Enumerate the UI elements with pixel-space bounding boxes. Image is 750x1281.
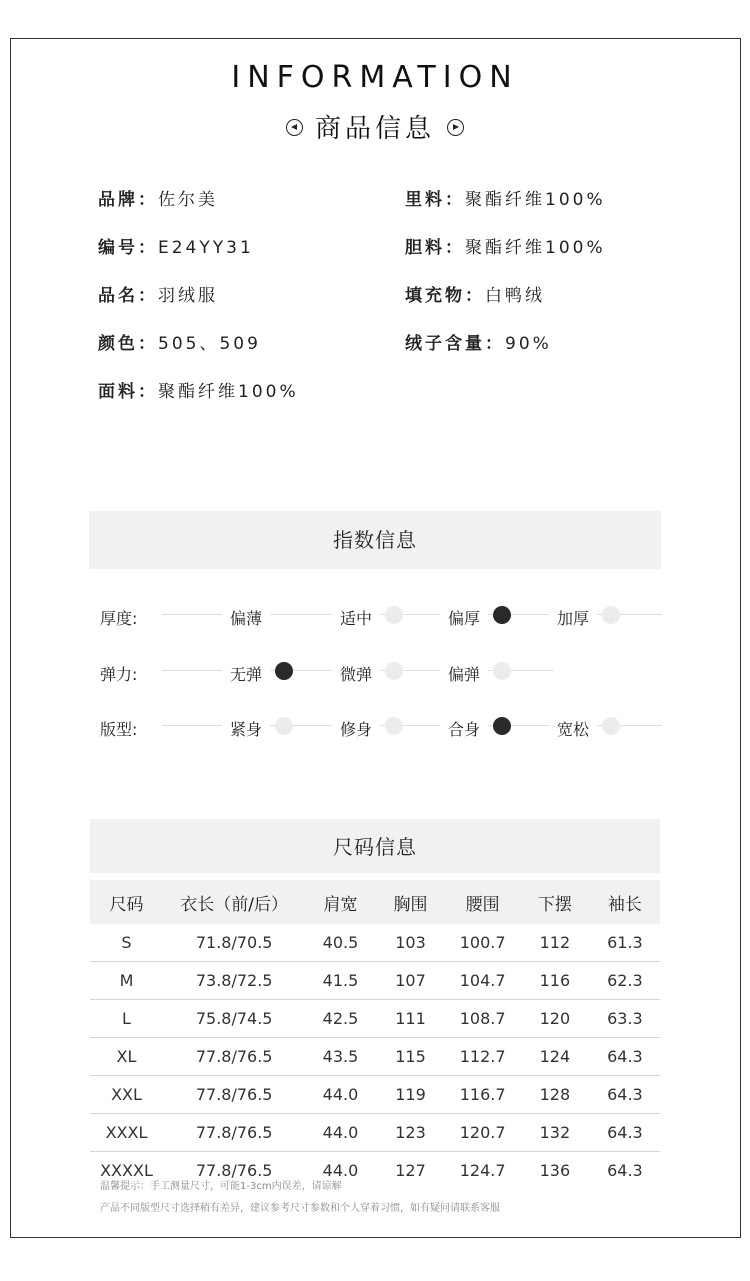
rating-option: 加厚 <box>549 606 597 629</box>
table-cell: 119 <box>376 1076 446 1114</box>
table-cell: 42.5 <box>305 1000 375 1038</box>
table-cell: 111 <box>376 1000 446 1038</box>
table-cell: 61.3 <box>590 924 660 962</box>
table-cell: 132 <box>520 1114 590 1152</box>
table-cell: 116.7 <box>445 1076 519 1114</box>
rating-dot <box>602 717 620 735</box>
table-cell: 73.8/72.5 <box>163 962 305 1000</box>
rating-option: 偏厚 <box>440 606 488 629</box>
table-cell: 41.5 <box>305 962 375 1000</box>
spec-key: 面料： <box>98 382 158 402</box>
column-header: 袖长 <box>590 880 660 924</box>
spec-value: 羽绒服 <box>158 286 218 306</box>
spec-code <box>98 233 254 258</box>
spec-value: 聚酯纤维100% <box>465 190 606 210</box>
spec-value: 聚酯纤维100% <box>465 238 606 258</box>
size-table-header <box>90 880 660 924</box>
table-cell: M <box>90 962 163 1000</box>
table-row <box>90 1000 660 1038</box>
rating-option: 偏薄 <box>222 606 270 629</box>
spec-key: 绒子含量： <box>405 334 505 354</box>
spec-key: 胆料： <box>405 238 465 258</box>
table-cell: 112 <box>520 924 590 962</box>
table-cell: XXXXL <box>100 1161 153 1180</box>
table-cell: 71.8/70.5 <box>163 924 305 962</box>
table-cell: 77.8/76.5 <box>163 1076 305 1114</box>
table-cell: 64.3 <box>590 1114 660 1152</box>
spec-value: 90% <box>505 334 552 354</box>
table-cell: 112.7 <box>445 1038 519 1076</box>
size-section-title: 尺码信息 <box>90 819 660 873</box>
table-cell: 108.7 <box>445 1000 519 1038</box>
rating-dot <box>385 662 403 680</box>
rating-option: 合身 <box>440 717 488 740</box>
table-cell: 77.8/76.5 <box>195 1161 273 1180</box>
table-cell: 120.7 <box>445 1114 519 1152</box>
table-cell: 124.7 <box>459 1161 506 1180</box>
table-cell: 64.3 <box>607 1161 643 1180</box>
rating-option: 适中 <box>332 606 380 629</box>
spec-value: 聚酯纤维100% <box>158 382 299 402</box>
spec-key: 品牌： <box>98 190 158 210</box>
rating-dot <box>602 606 620 624</box>
rating-option: 修身 <box>332 717 380 740</box>
size-note-measurement: 温馨提示：手工测量尺寸，可能1-3cm内误差，请谅解 <box>100 1181 342 1192</box>
table-cell: 44.0 <box>305 1076 375 1114</box>
rating-option: 无弹 <box>222 662 270 685</box>
spec-key: 编号： <box>98 238 158 258</box>
table-cell: 136 <box>539 1161 571 1180</box>
table-cell: 44.0 <box>322 1161 359 1180</box>
spec-brand <box>98 185 218 210</box>
column-header: 衣长（前/后） <box>163 880 305 924</box>
table-cell: 40.5 <box>305 924 375 962</box>
rating-label-thickness: 厚度: <box>100 609 138 628</box>
spec-name <box>98 281 218 306</box>
table-row <box>90 1076 660 1114</box>
column-header: 胸围 <box>376 880 446 924</box>
spec-key: 填充物： <box>405 286 485 306</box>
spec-down-content <box>405 329 552 354</box>
rating-dot <box>385 717 403 735</box>
spec-key: 颜色： <box>98 334 158 354</box>
rating-dot-selected <box>493 717 511 735</box>
table-cell: 63.3 <box>590 1000 660 1038</box>
table-cell: 62.3 <box>590 962 660 1000</box>
size-note-fit: 产品不同版型尺寸选择稍有差异，建议参考尺寸参数和个人穿着习惯，如有疑问请联系客服 <box>100 1203 500 1214</box>
table-cell: 64.3 <box>590 1038 660 1076</box>
table-cell: 104.7 <box>445 962 519 1000</box>
rating-dot <box>493 662 511 680</box>
table-cell: 103 <box>376 924 446 962</box>
arrow-right-icon <box>447 119 464 136</box>
table-cell: 44.0 <box>305 1114 375 1152</box>
rating-dot <box>275 717 293 735</box>
subtitle <box>0 108 750 145</box>
table-cell: 128 <box>520 1076 590 1114</box>
rating-option: 宽松 <box>549 717 597 740</box>
table-row <box>90 962 660 1000</box>
spec-value: E24YY31 <box>158 238 254 258</box>
rating-dot <box>385 606 403 624</box>
spec-key: 里料： <box>405 190 465 210</box>
spec-lining <box>405 185 606 210</box>
table-cell: 77.8/76.5 <box>163 1038 305 1076</box>
table-cell: 120 <box>520 1000 590 1038</box>
table-cell: 75.8/74.5 <box>163 1000 305 1038</box>
rating-label-fit: 版型: <box>100 720 138 739</box>
table-cell: 77.8/76.5 <box>163 1114 305 1152</box>
table-cell: 100.7 <box>445 924 519 962</box>
rating-dot-selected <box>275 662 293 680</box>
rating-option: 偏弹 <box>440 662 488 685</box>
subtitle-text: 商品信息 <box>314 114 435 144</box>
spec-inner <box>405 233 606 258</box>
table-cell: XL <box>90 1038 163 1076</box>
rating-label-elasticity: 弹力: <box>100 665 138 684</box>
spec-color <box>98 329 261 354</box>
table-cell: 124 <box>520 1038 590 1076</box>
column-header: 腰围 <box>445 880 519 924</box>
column-header: 下摆 <box>520 880 590 924</box>
spec-filling <box>405 281 545 306</box>
table-cell: S <box>90 924 163 962</box>
column-header: 尺码 <box>90 880 163 924</box>
spec-value: 白鸭绒 <box>485 286 545 306</box>
table-cell: XXXL <box>90 1114 163 1152</box>
rating-option: 微弹 <box>332 662 380 685</box>
column-header: 肩宽 <box>305 880 375 924</box>
table-cell: XXL <box>90 1076 163 1114</box>
title-information: INFORMATION <box>231 60 519 95</box>
table-cell: 115 <box>376 1038 446 1076</box>
table-cell: 116 <box>520 962 590 1000</box>
spec-fabric <box>98 377 299 402</box>
table-cell: L <box>90 1000 163 1038</box>
table-cell: 107 <box>376 962 446 1000</box>
rating-dot-selected <box>493 606 511 624</box>
table-cell: 127 <box>395 1161 426 1180</box>
table-row <box>90 924 660 962</box>
arrow-left-icon <box>286 119 303 136</box>
table-row <box>90 1114 660 1152</box>
index-section-title: 指数信息 <box>89 511 661 569</box>
rating-option: 紧身 <box>222 717 270 740</box>
spec-value: 505、509 <box>158 334 261 354</box>
table-row <box>90 1038 660 1076</box>
table-cell: 64.3 <box>590 1076 660 1114</box>
size-table <box>90 880 660 1189</box>
table-cell: 123 <box>376 1114 446 1152</box>
spec-value: 佐尔美 <box>158 190 218 210</box>
spec-key: 品名： <box>98 286 158 306</box>
table-cell: 43.5 <box>305 1038 375 1076</box>
